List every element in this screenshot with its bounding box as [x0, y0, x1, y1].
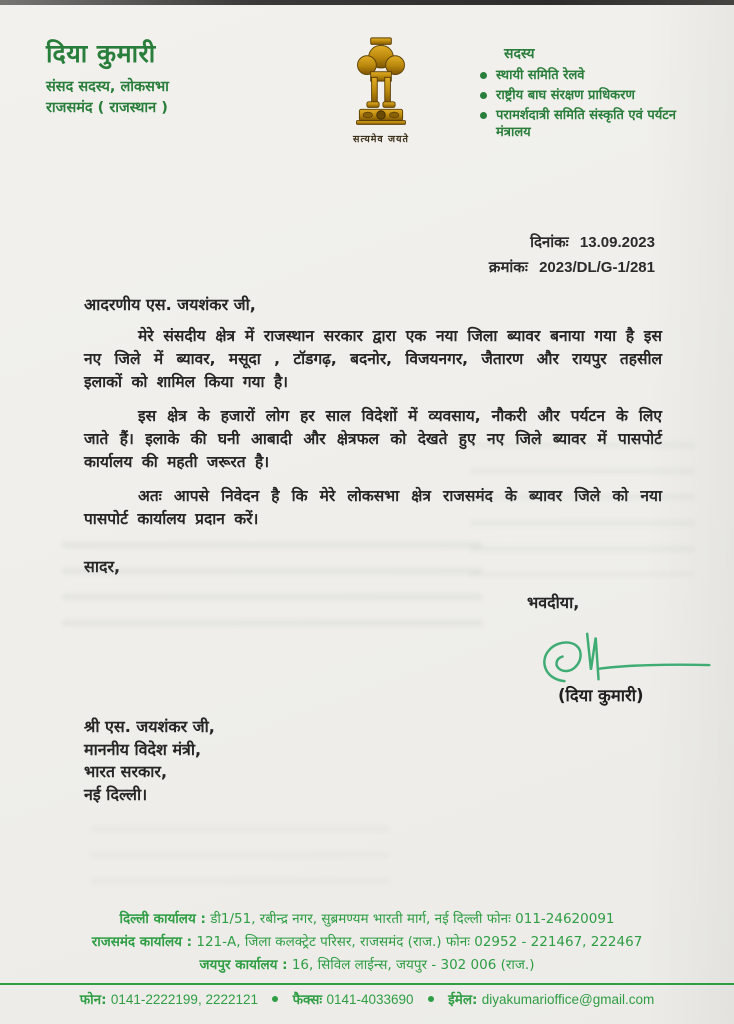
addressee-block — [84, 716, 215, 806]
closing-yours: भवदीया, — [527, 593, 580, 612]
signature — [536, 626, 716, 688]
contact-line — [0, 990, 734, 1010]
membership-label: परामर्शदात्री समिति संस्कृति एवं पर्यटन मंत्रालय — [496, 108, 677, 140]
sender-block — [46, 36, 282, 145]
bullet-icon — [480, 72, 487, 79]
membership-label: राष्ट्रीय बाघ संरक्षण प्राधिकरण — [496, 88, 635, 103]
addressee-line: नई दिल्ली। — [84, 784, 148, 804]
office-delhi-text: डी1/51, रबीन्द्र नगर, सुब्रमण्यम भारती मार्ग, नई दिल्ली फोनः 011-24620091 — [210, 911, 615, 927]
memberships-heading: सदस्य — [504, 46, 535, 62]
office-rajsamand-text: 121-A, जिला कलक्ट्रेट परिसर, राजसमंद (राज.) फोनः 02952 - 221467, 222467 — [196, 934, 643, 950]
phone-value: 0141-2222199, 2222121 — [110, 992, 259, 1007]
memberships-list — [480, 67, 708, 141]
membership-item — [480, 67, 708, 84]
bullet-icon — [480, 92, 487, 99]
membership-item — [480, 87, 708, 104]
fax-label: फैक्सः — [292, 992, 323, 1008]
email-label: ईमेल: — [448, 992, 478, 1008]
reference-row — [489, 255, 655, 280]
membership-label: स्थायी समिति रेलवे — [496, 68, 585, 83]
paragraph-2: इस क्षेत्र के हजारों लोग हर साल विदेशों में व्यवसाय, नौकरी और पर्यटन के लिए जाते हैं। इलाके की घनी आबादी और क्षेत्रफल को देखते हुए नए जिले ब्यावर में पासपोर्ट कार्यालय की महती जरूरत है। — [84, 407, 662, 471]
paragraph-1: मेरे संसदीय क्षेत्र में राजस्थान सरकार द्वारा एक नया जिला ब्यावर बनाया गया है इस नए जिले में ब्यावर, मसूदा , टॉडगढ़, बदनोर, विजयनगर, जैतारण और रायपुर तहसील इलाकों को शामिल किया गया है। — [84, 327, 662, 391]
office-rajsamand-label: राजसमंद कार्यालय : — [91, 934, 193, 950]
letter-body — [84, 293, 662, 577]
signatory-name: (दिया कुमारी) — [558, 686, 644, 705]
office-jaipur-text: 16, सिविल लाईन्स, जयपुर - 302 006 (राज.) — [291, 957, 535, 973]
letterhead — [46, 36, 708, 145]
office-jaipur-label: जयपुर कार्यालय : — [199, 957, 288, 973]
date-label: दिनांकः — [530, 233, 569, 251]
addressee-line: माननीय विदेश मंत्री, — [84, 739, 202, 759]
bullet-icon — [480, 112, 487, 119]
memberships-block — [480, 36, 708, 145]
footer-divider — [0, 983, 734, 985]
bleed-through-smudge — [90, 820, 390, 890]
meta-block — [489, 230, 655, 280]
date-row — [489, 230, 655, 255]
letter-footer — [0, 908, 734, 1010]
date-value: 13.09.2023 — [579, 234, 655, 251]
salutation: आदरणीय एस. जयशंकर जी, — [84, 295, 256, 314]
separator-dot-icon — [428, 996, 434, 1002]
paragraph-3: अतः आपसे निवेदन है कि मेरे लोकसभा क्षेत्र राजसमंद के ब्यावर जिले को नया पासपोर्ट कार्यालय प्रदान करें। — [84, 487, 662, 528]
email-value: diyakumarioffice@gmail.com — [481, 992, 655, 1007]
emblem-motto: सत्यमेव जयते — [353, 134, 409, 145]
reference-value: 2023/DL/G-1/281 — [539, 259, 655, 276]
scan-edge — [0, 0, 734, 5]
office-jaipur — [0, 954, 734, 977]
phone-label: फोन: — [79, 992, 107, 1008]
sender-designation-1: संसद सदस्य, लोकसभा — [46, 79, 169, 95]
closing-regards: सादर, — [84, 557, 121, 576]
office-delhi — [0, 908, 734, 931]
sender-designation-2: राजसमंद ( राजस्थान ) — [46, 100, 168, 116]
addressee-line: भारत सरकार, — [84, 762, 168, 781]
separator-dot-icon — [272, 996, 278, 1002]
fax-value: 0141-4033690 — [326, 992, 414, 1007]
reference-label: क्रमांकः — [488, 258, 528, 276]
emblem-block — [296, 36, 466, 145]
national-emblem-icon — [343, 36, 419, 130]
sender-name: दिया कुमारी — [46, 39, 156, 68]
membership-item — [480, 107, 708, 141]
office-rajsamand — [0, 931, 734, 954]
office-delhi-label: दिल्ली कार्यालय : — [119, 911, 206, 927]
addressee-line: श्री एस. जयशंकर जी, — [84, 717, 215, 736]
